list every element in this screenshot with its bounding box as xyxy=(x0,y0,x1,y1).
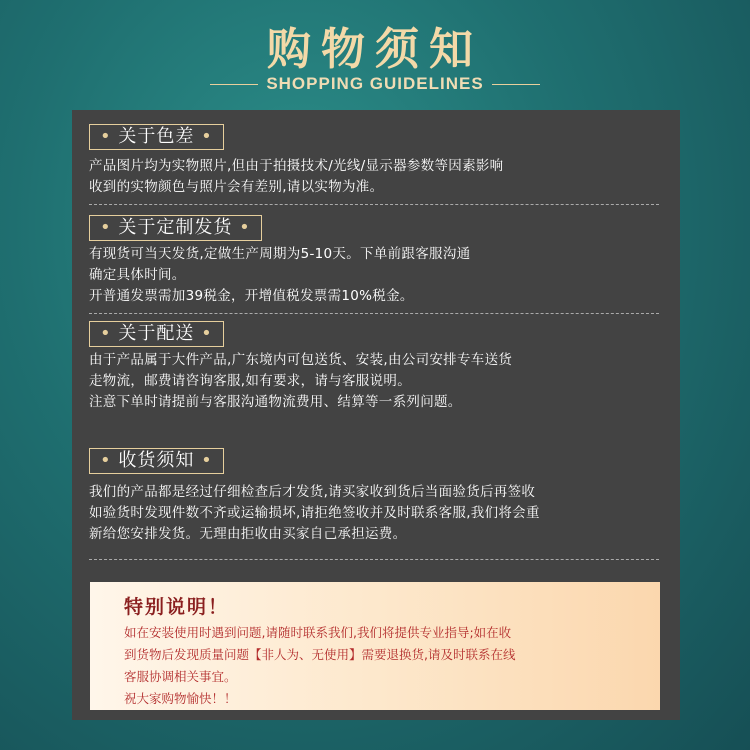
dashed-divider xyxy=(89,313,659,314)
section-heading: • 关于定制发货 • xyxy=(89,215,262,241)
note-line: 到货物后发现质量问题【非人为、无使用】需要退换货,请及时联系在线 xyxy=(124,647,516,662)
section-receiving xyxy=(89,448,664,560)
dashed-divider xyxy=(89,559,659,560)
note-body xyxy=(124,622,654,710)
section-body xyxy=(89,156,664,198)
body-line: 有现货可当天发货,定做生产周期为5-10天。下单前跟客服沟通 xyxy=(89,246,471,262)
note-line: 如在安装使用时遇到问题,请随时联系我们,我们将提供专业指导;如在收 xyxy=(124,625,512,640)
note-line: 客服协调相关事宜。 xyxy=(124,669,237,684)
body-line: 新给您安排发货。无理由拒收由买家自己承担运费。 xyxy=(89,526,407,542)
body-line: 注意下单时请提前与客服沟通物流费用、结算等一系列问题。 xyxy=(89,394,462,410)
body-line: 确定具体时间。 xyxy=(89,267,186,283)
divider-right xyxy=(492,84,540,85)
note-line: 祝大家购物愉快！！ xyxy=(124,691,237,706)
section-body xyxy=(89,244,664,307)
section-heading: • 关于配送 • xyxy=(89,321,224,347)
section-delivery xyxy=(89,321,664,413)
body-line: 走物流，邮费请咨询客服,如有要求，请与客服说明。 xyxy=(89,373,411,389)
body-line: 产品图片均为实物照片,但由于拍摄技术/光线/显示器参数等因素影响 xyxy=(89,158,504,174)
section-body xyxy=(89,350,664,413)
section-heading: • 关于色差 • xyxy=(89,124,224,150)
guidelines-panel xyxy=(72,110,680,720)
dashed-divider xyxy=(89,204,659,205)
subtitle-row xyxy=(0,74,750,94)
body-line: 开普通发票需加39税金，开增值税发票需10%税金。 xyxy=(89,288,414,304)
section-heading: • 收货须知 • xyxy=(89,448,224,474)
special-note-box xyxy=(90,582,660,710)
section-custom-shipping xyxy=(89,215,664,314)
body-line: 如验货时发现件数不齐或运输损坏,请拒绝签收并及时联系客服,我们将会重 xyxy=(89,505,540,521)
divider-left xyxy=(210,84,258,85)
section-body xyxy=(89,482,664,545)
body-line: 收到的实物颜色与照片会有差别,请以实物为准。 xyxy=(89,179,384,195)
note-title: 特别说明！ xyxy=(124,596,230,618)
body-line: 我们的产品都是经过仔细检查后才发货,请买家收到货后当面验货后再签收 xyxy=(89,484,536,500)
page-subtitle: SHOPPING GUIDELINES xyxy=(266,74,484,93)
body-line: 由于产品属于大件产品,广东境内可包送货、安装,由公司安排专车送货 xyxy=(89,352,513,368)
page-title: 购物须知 xyxy=(267,24,483,75)
section-color-difference xyxy=(89,124,664,205)
